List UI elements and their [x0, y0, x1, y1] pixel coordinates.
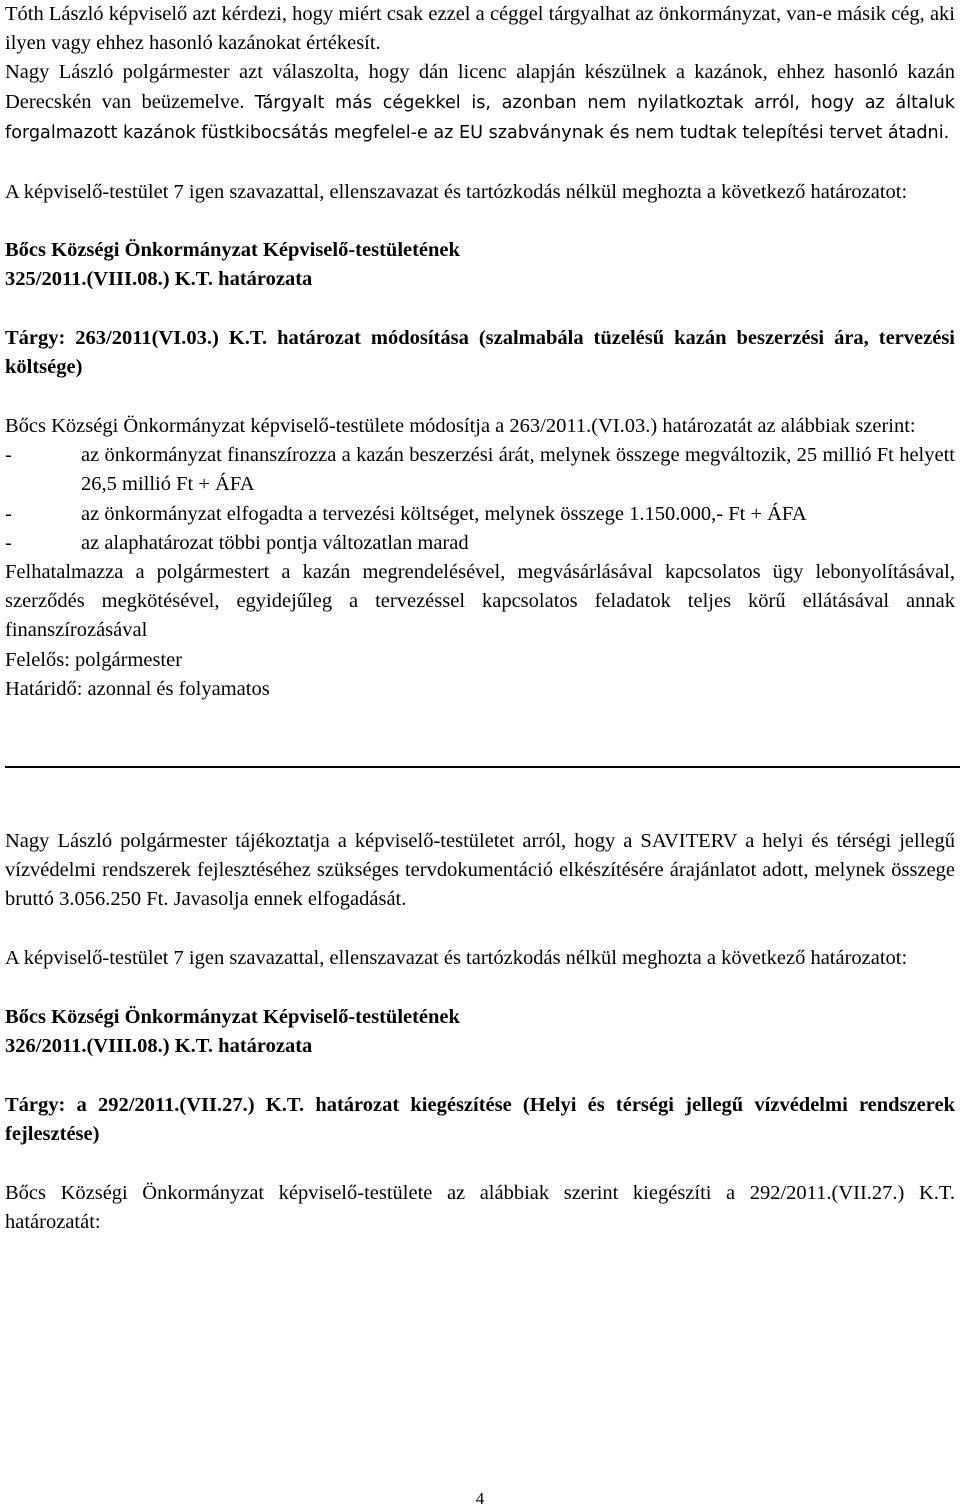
list-item-text: az önkormányzat elfogadta a tervezési költséget, melynek összege 1.150.000,- Ft + ÁFA	[81, 502, 807, 525]
list-dash: -	[5, 502, 12, 525]
resolution-item-list	[5, 441, 955, 558]
spacer	[5, 1149, 955, 1179]
list-item	[5, 500, 955, 529]
spacer	[5, 148, 955, 178]
resolution-intro: Bőcs Községi Önkormányzat képviselő-testülete az alábbiak szerint kiegészíti a 292/2011.(VII.27.) K.T. határozatát:	[5, 1181, 955, 1233]
resolution-body-title: Bőcs Községi Önkormányzat Képviselő-testületének	[5, 239, 460, 262]
list-item	[5, 529, 955, 558]
spacer	[5, 207, 955, 237]
document-page	[5, 0, 955, 1237]
paragraph-question: Tóth László képviselő azt kérdezi, hogy miért csak ezzel a céggel tárgyalhat az önkormányzat, van-e másik cég, aki ilyen vagy ehhez hasonló kazánokat értékesít.	[5, 3, 955, 55]
vote-statement: A képviselő-testület 7 igen szavazattal, ellenszavazat és tartózkodás nélkül meghozta a következő határozatot:	[5, 947, 908, 970]
deadline-line: Határidő: azonnal és folyamatos	[5, 677, 270, 700]
responsible-line: Felelős: polgármester	[5, 648, 183, 671]
resolution-subject: Tárgy: a 292/2011.(VII.27.) K.T. határozat kiegészítése (Helyi és térségi jellegű vízvédelmi rendszerek fejlesztése)	[5, 1093, 955, 1145]
list-dash: -	[5, 444, 12, 467]
section-divider	[5, 766, 960, 768]
spacer	[5, 973, 955, 1003]
resolution-intro: Bőcs Községi Önkormányzat képviselő-testülete módosítja a 263/2011.(VI.03.) határozatát az alábbiak szerint:	[5, 415, 916, 438]
vote-statement: A képviselő-testület 7 igen szavazattal, ellenszavazat és tartózkodás nélkül meghozta a következő határozatot:	[5, 180, 908, 203]
mayor-answer-text: Nagy László polgármester azt válaszolta, hogy dán licenc alapján készülnek a kazánok, ehhez hasonló kazán Derecskén van beüzemelve.	[5, 61, 955, 113]
spacer	[5, 766, 955, 827]
resolution-number: 326/2011.(VIII.08.) K.T. határozata	[5, 1035, 313, 1058]
spacer	[5, 704, 955, 766]
paragraph-saviterv: Nagy László polgármester tájékoztatja a képviselő-testületet arról, hogy a SAVITERV a helyi és térségi jellegű vízvédelmi rendszerek fejlesztéséhez szükséges tervdokumentáció elkészítésére árajánlatot adott, melynek összege bruttó 3.056.250 Ft. Javasolja ennek elfogadását.	[5, 830, 955, 911]
resolution-number: 325/2011.(VIII.08.) K.T. határozata	[5, 268, 313, 291]
list-dash: -	[5, 531, 12, 554]
authorization-paragraph: Felhatalmazza a polgármestert a kazán megrendelésével, megvásárlásával kapcsolatos ügy lebonyolításával, szerződés megkötésével, egyidejűleg a tervezéssel kapcsolatos feladatok teljes körű ellátásával annak finanszírozásával	[5, 561, 955, 642]
spacer	[5, 295, 955, 325]
resolution-body-title: Bőcs Községi Önkormányzat Képviselő-testületének	[5, 1005, 460, 1028]
spacer	[5, 383, 955, 413]
resolution-subject: Tárgy: 263/2011(VI.03.) K.T. határozat módosítása (szalmabála tüzelésű kazán beszerzési ára, tervezési költsége)	[5, 327, 955, 379]
list-item	[5, 441, 955, 499]
list-item-text: az alaphatározat többi pontja változatlan marad	[81, 531, 469, 554]
list-item-text: az önkormányzat finanszírozza a kazán beszerzési árát, melynek összege megváltozik, 25 millió Ft helyett 26,5 millió Ft + ÁFA	[81, 444, 955, 496]
page-number: 4	[475, 1489, 485, 1508]
spacer	[5, 915, 955, 945]
spacer	[5, 1061, 955, 1091]
paragraph-mayor-answer	[5, 58, 955, 148]
mayor-answer-continued: Tárgyalt más cégekkel is, azonban nem nyilatkoztak arról, hogy az általuk forgalmazott kazánok füstkibocsátás megfelel-e az EU szabványnak és nem tudtak telepítési tervet átadni.	[5, 92, 955, 143]
